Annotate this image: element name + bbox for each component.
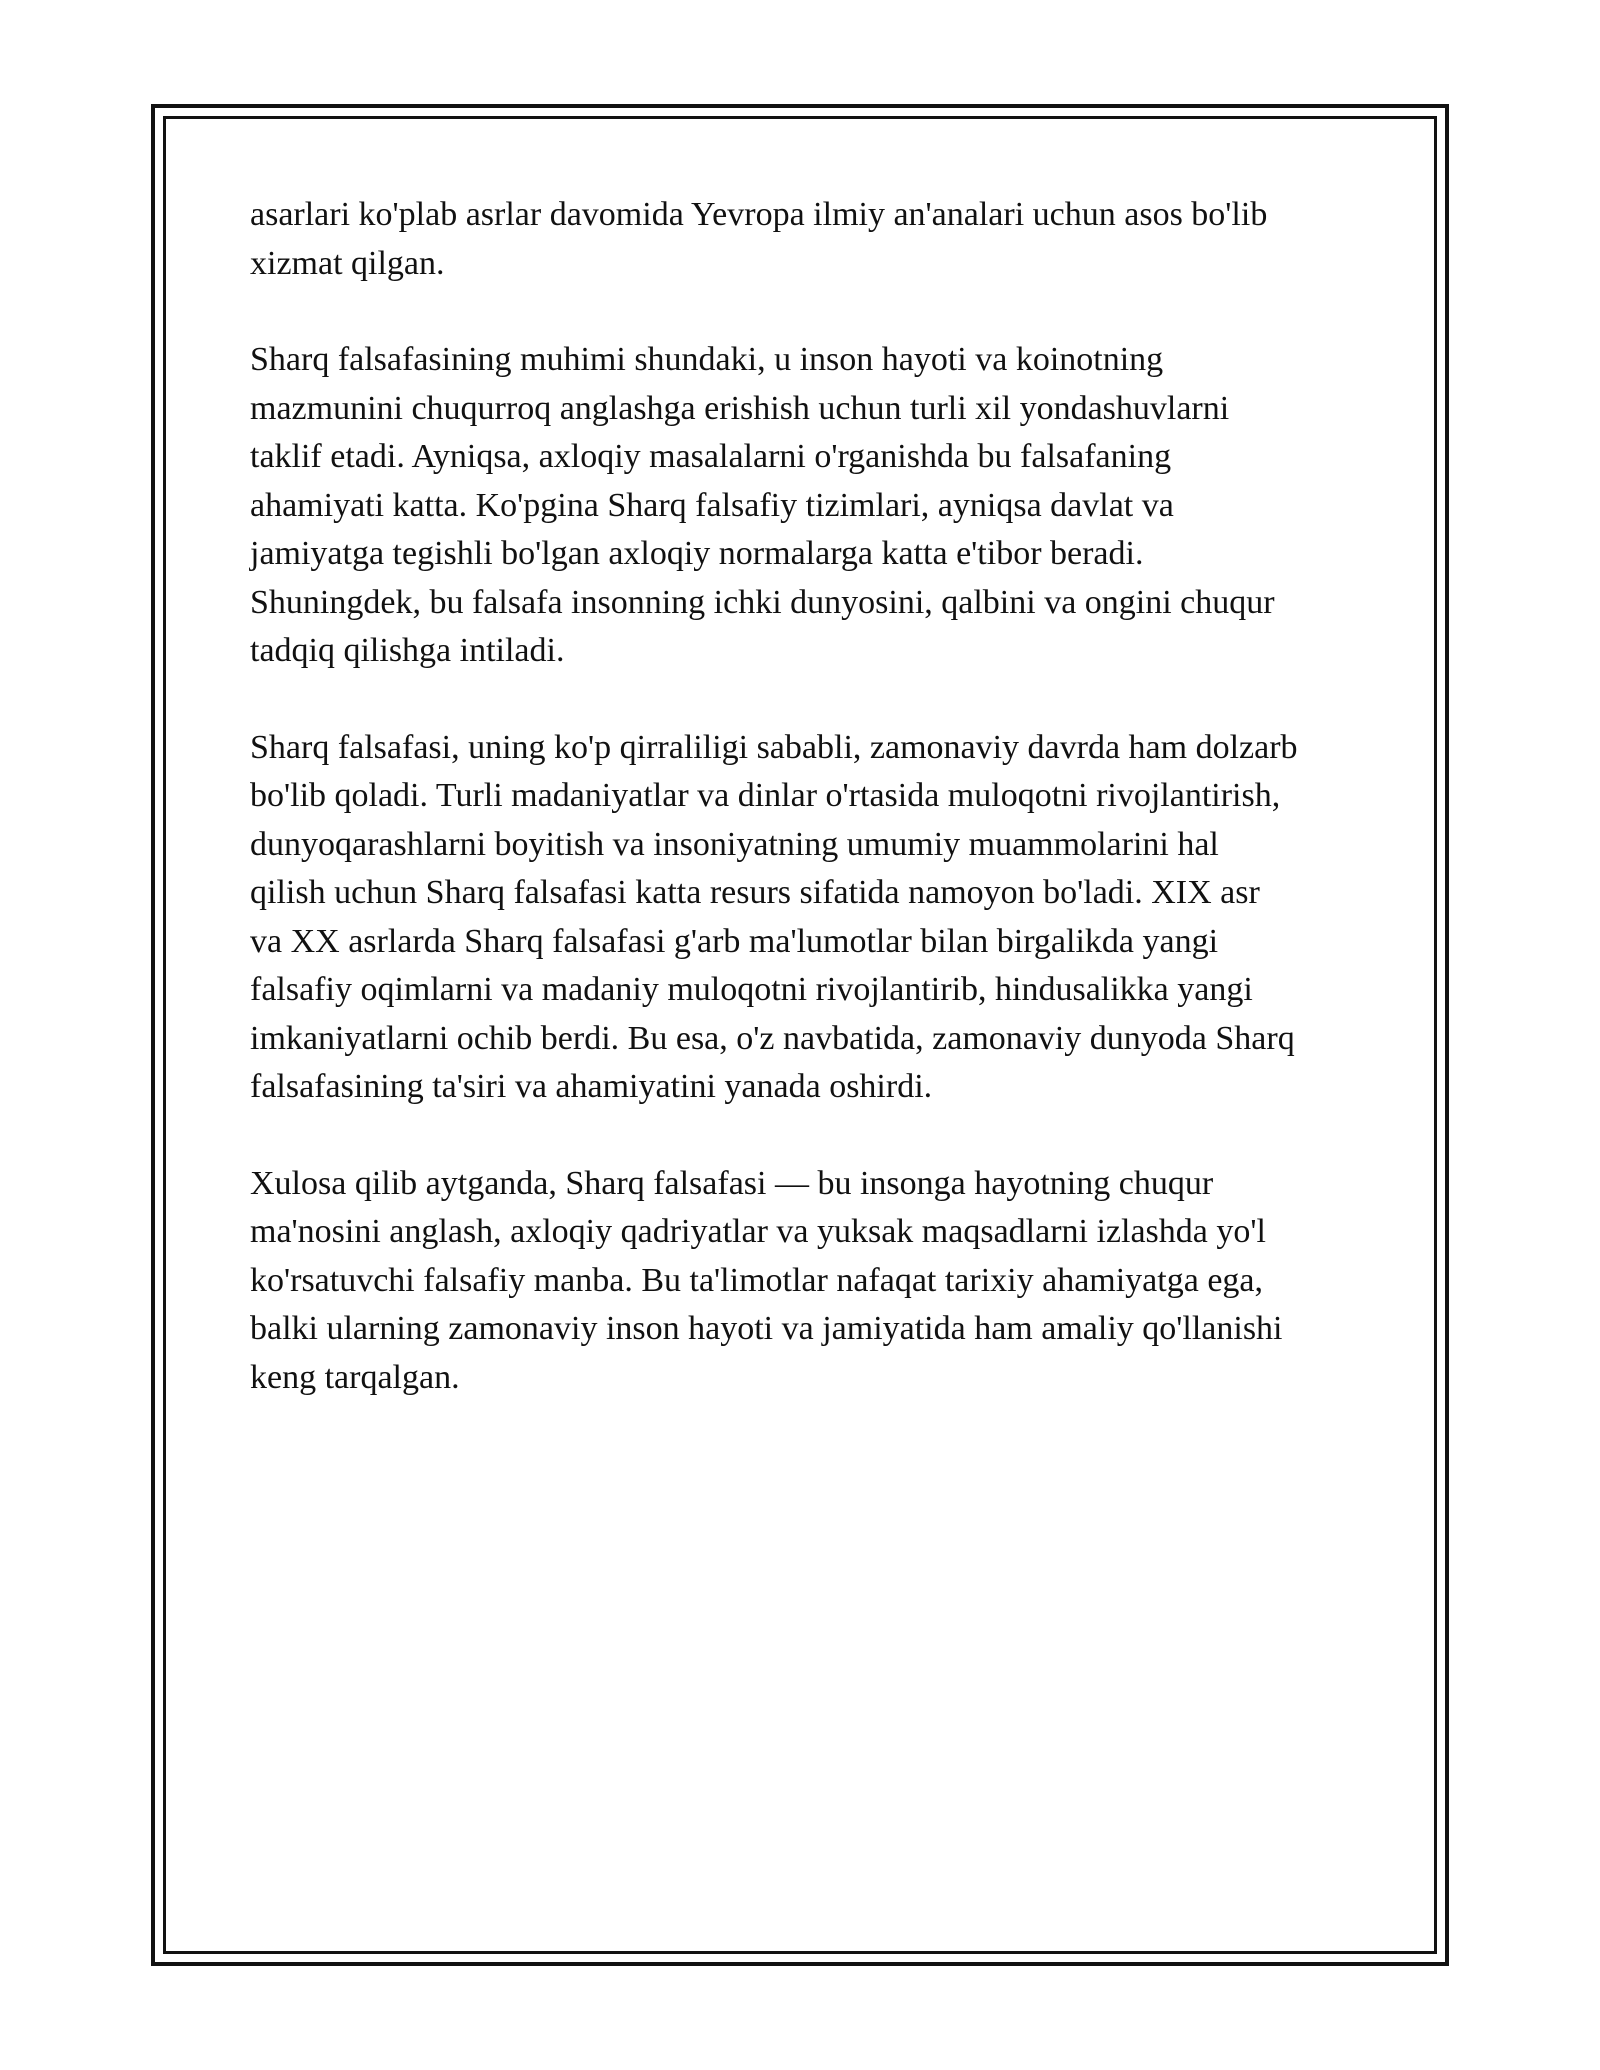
text-line: va XX asrlarda Sharq falsafasi g'arb ma'lumotlar bilan birgalikda yangi	[250, 922, 1219, 960]
text-line: Shuningdek, bu falsafa insonning ichki dunyosini, qalbini va ongini chuqur	[250, 583, 1275, 621]
text-line: Sharq falsafasi, uning ko'p qirraliligi sababli, zamonaviy davrda ham dolzarb	[250, 728, 1298, 766]
text-line: imkaniyatlarni ochib berdi. Bu esa, o'z navbatida, zamonaviy dunyoda Sharq	[250, 1019, 1295, 1057]
text-line: ahamiyati katta. Ko'pgina Sharq falsafiy tizimlari, ayniqsa davlat va	[250, 486, 1174, 524]
text-line: falsafasining ta'siri va ahamiyatini yanada oshirdi.	[250, 1068, 933, 1105]
page-border-inner	[163, 116, 1437, 1954]
paragraph-1	[250, 191, 1390, 288]
text-line: falsafiy oqimlarni va madaniy muloqotni rivojlantirib, hindusalikka yangi	[250, 971, 1253, 1008]
text-line: tadqiq qilishga intiladi.	[250, 632, 565, 669]
paragraph-3	[250, 724, 1390, 1112]
text-line: qilish uchun Sharq falsafasi katta resurs sifatida namoyon bo'ladi. XIX asr	[250, 874, 1260, 911]
text-line: mazmunini chuqurroq anglashga erishish uchun turli xil yondashuvlarni	[250, 389, 1230, 427]
text-line: bo'lib qoladi. Turli madaniyatlar va dinlar o'rtasida muloqotni rivojlantirish,	[250, 777, 1281, 814]
text-line: dunyoqarashlarni boyitish va insoniyatning umumiy muammolarini hal	[250, 825, 1219, 863]
text-line: keng tarqalgan.	[250, 1358, 460, 1396]
paragraph-4	[250, 1160, 1390, 1403]
text-line: taklif etadi. Ayniqsa, axloqiy masalalarni o'rganishda bu falsafaning	[250, 438, 1172, 475]
text-line: jamiyatga tegishli bo'lgan axloqiy normalarga katta e'tibor beradi.	[250, 535, 1144, 572]
paragraph-2	[250, 336, 1390, 676]
text-line: ko'rsatuvchi falsafiy manba. Bu ta'limotlar nafaqat tarixiy ahamiyatga ega,	[250, 1261, 1263, 1299]
text-line: asarlari ko'plab asrlar davomida Yevropa ilmiy an'analari uchun asos bo'lib	[250, 196, 1268, 233]
text-line: balki ularning zamonaviy inson hayoti va jamiyatida ham amaliy qo'llanishi	[250, 1310, 1283, 1347]
text-line: xizmat qilgan.	[250, 244, 445, 282]
document-body	[250, 191, 1390, 1450]
text-line: ma'nosini anglash, axloqiy qadriyatlar va yuksak maqsadlarni izlashda yo'l	[250, 1213, 1266, 1250]
page-border-outer	[151, 104, 1449, 1966]
text-line: Sharq falsafasining muhimi shundaki, u inson hayoti va koinotning	[250, 341, 1164, 378]
text-line: Xulosa qilib aytganda, Sharq falsafasi — bu insonga hayotning chuqur	[250, 1164, 1214, 1202]
